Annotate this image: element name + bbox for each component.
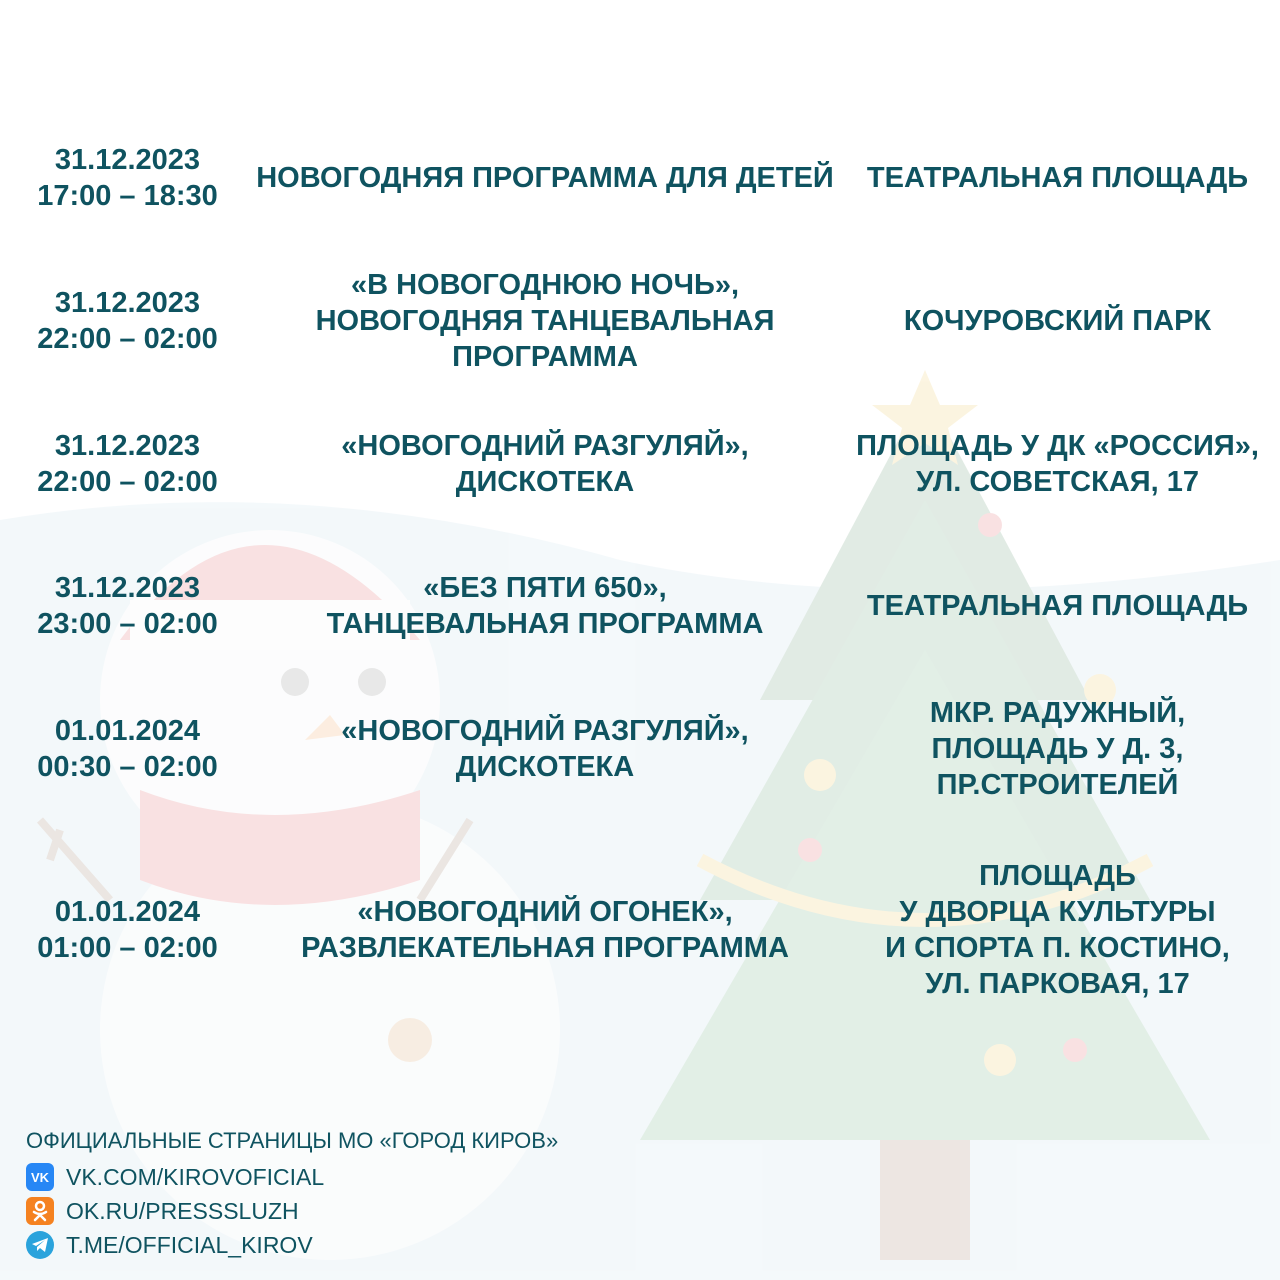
footer-title: ОФИЦИАЛЬНЫЕ СТРАНИЦЫ МО «ГОРОД КИРОВ»: [26, 1128, 559, 1153]
event-place-line: ПР.СТРОИТЕЛЕЙ: [936, 769, 1179, 801]
ok-link[interactable]: [26, 1194, 558, 1228]
event-place: [845, 689, 1270, 809]
vk-icon: [26, 1163, 54, 1191]
event-title-line: ПРОГРАММА: [452, 341, 638, 373]
ok-link-text[interactable]: OK.RU/PRESSSLUZH: [66, 1197, 299, 1224]
official-pages-footer: [26, 1126, 558, 1262]
event-datetime: [10, 870, 245, 990]
event-place-line: ПЛОЩАДЬ: [979, 860, 1136, 892]
event-time: 00:30 – 02:00: [37, 751, 218, 783]
event-title-line: «НОВОГОДНИЙ РАЗГУЛЯЙ»,: [341, 715, 749, 747]
event-title: [255, 546, 835, 666]
event-date: 31.12.2023: [54, 144, 201, 176]
event-place-line: У ДВОРЦА КУЛЬТУРЫ: [899, 896, 1216, 928]
event-title-line: «В НОВОГОДНЮЮ НОЧЬ»,: [350, 269, 740, 301]
event-place: [845, 404, 1270, 524]
event-title: [255, 118, 835, 238]
odnoklassniki-icon: [26, 1197, 54, 1225]
event-row: [0, 860, 1280, 1000]
event-datetime: [10, 261, 245, 381]
event-title-line: «НОВОГОДНИЙ ОГОНЕК»,: [357, 896, 733, 928]
event-title-line: «БЕЗ ПЯТИ 650»,: [423, 572, 667, 604]
telegram-link[interactable]: [26, 1228, 558, 1262]
event-row: [0, 546, 1280, 666]
event-place-line: ПЛОЩАДЬ У Д. 3,: [931, 733, 1184, 765]
event-title-line: РАЗВЛЕКАТЕЛЬНАЯ ПРОГРАММА: [301, 932, 789, 964]
event-row: [0, 404, 1280, 524]
telegram-icon: [26, 1231, 54, 1259]
event-date: 31.12.2023: [54, 572, 201, 604]
event-place-line: МКР. РАДУЖНЫЙ,: [929, 697, 1186, 729]
event-time: 01:00 – 02:00: [37, 932, 218, 964]
event-date: 01.01.2024: [54, 715, 201, 747]
event-title-line: ТАНЦЕВАЛЬНАЯ ПРОГРАММА: [326, 608, 764, 640]
event-title-line: НОВОГОДНЯЯ ТАНЦЕВАЛЬНАЯ: [315, 305, 775, 337]
event-title-line: «НОВОГОДНИЙ РАЗГУЛЯЙ»,: [341, 430, 749, 462]
event-datetime: [10, 546, 245, 666]
event-datetime: [10, 404, 245, 524]
event-title-line: ДИСКОТЕКА: [455, 466, 635, 498]
event-date: 31.12.2023: [54, 287, 201, 319]
event-place-line: ТЕАТРАЛЬНАЯ ПЛОЩАДЬ: [866, 590, 1249, 622]
svg-text:VK: VK: [30, 1170, 50, 1184]
event-title: [255, 689, 835, 809]
event-place: [845, 118, 1270, 238]
event-title-line: ДИСКОТЕКА: [455, 751, 635, 783]
event-place-line: И СПОРТА П. КОСТИНО,: [885, 932, 1230, 964]
vk-link[interactable]: [26, 1160, 558, 1194]
event-datetime: [10, 118, 245, 238]
event-row: [0, 261, 1280, 381]
event-place: [845, 860, 1270, 1000]
event-title: [255, 261, 835, 381]
event-place: [845, 546, 1270, 666]
event-title-line: НОВОГОДНЯЯ ПРОГРАММА ДЛЯ ДЕТЕЙ: [256, 162, 834, 194]
event-datetime: [10, 689, 245, 809]
event-title: [255, 404, 835, 524]
event-time: 22:00 – 02:00: [37, 323, 218, 355]
event-place-line: ПЛОЩАДЬ У ДК «РОССИЯ»,: [856, 430, 1259, 462]
event-time: 23:00 – 02:00: [37, 608, 218, 640]
telegram-link-text[interactable]: T.ME/OFFICIAL_KIROV: [66, 1231, 313, 1258]
event-date: 01.01.2024: [54, 896, 201, 928]
event-place-line: УЛ. СОВЕТСКАЯ, 17: [916, 466, 1199, 498]
event-title: [255, 870, 835, 990]
event-time: 17:00 – 18:30: [37, 180, 218, 212]
event-place-line: УЛ. ПАРКОВАЯ, 17: [925, 968, 1190, 1000]
event-place: [845, 261, 1270, 381]
event-row: [0, 118, 1280, 238]
event-date: 31.12.2023: [54, 430, 201, 462]
event-place-line: КОЧУРОВСКИЙ ПАРК: [903, 305, 1212, 337]
vk-link-text[interactable]: VK.COM/KIROVOFICIAL: [66, 1163, 325, 1190]
event-time: 22:00 – 02:00: [37, 466, 218, 498]
event-row: [0, 689, 1280, 809]
event-place-line: ТЕАТРАЛЬНАЯ ПЛОЩАДЬ: [866, 162, 1249, 194]
